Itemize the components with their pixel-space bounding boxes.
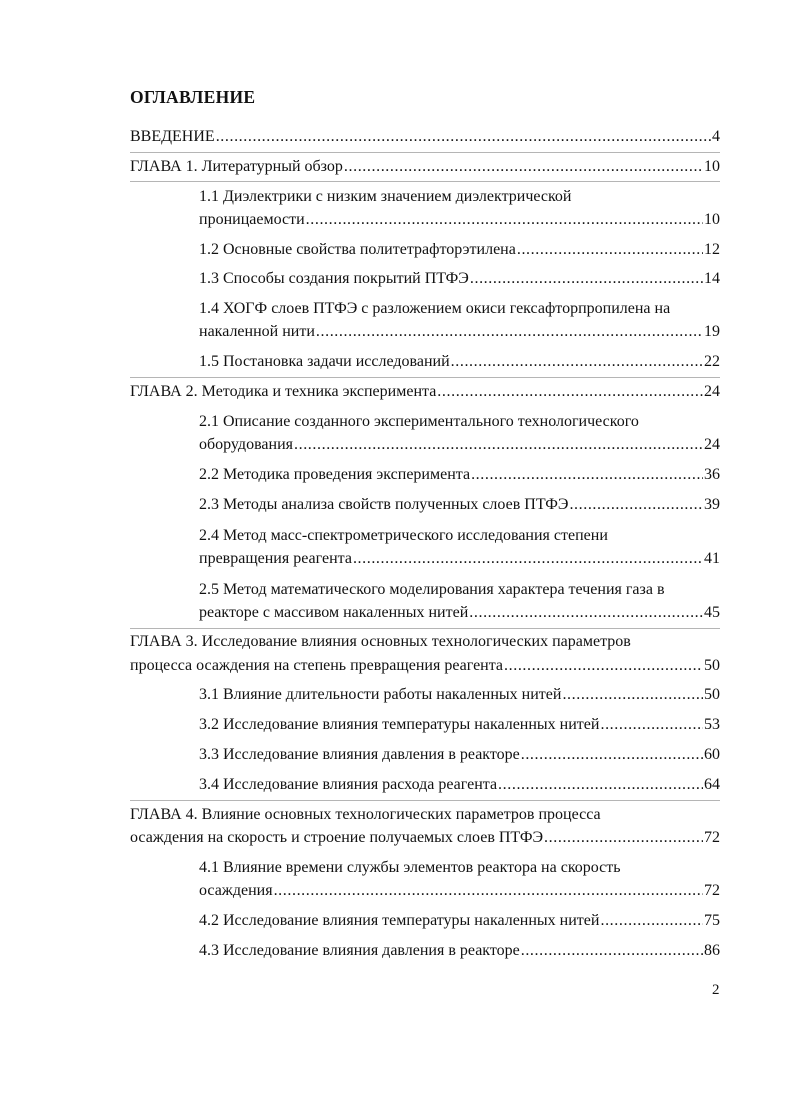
dot-leader [521, 941, 703, 961]
toc-entry-label: ГЛАВА 2. Методика и техника эксперимента [130, 383, 437, 400]
dot-leader [521, 745, 703, 765]
toc-entry-3-2[interactable] [199, 715, 720, 735]
divider [130, 181, 720, 182]
toc-entry-2-2[interactable] [199, 465, 720, 485]
toc-entry-label: 1.4 ХОГФ слоев ПТФЭ с разложением окиси гексафторпропилена на [199, 300, 671, 317]
toc-page-number: 50 [704, 686, 720, 703]
dot-leader [470, 269, 703, 289]
toc-entry-label: 2.3 Методы анализа свойств полученных слоев ПТФЭ [199, 496, 569, 513]
toc-entry-label: ГЛАВА 1. Литературный обзор [130, 158, 343, 175]
toc-entry-label: 2.5 Метод математического моделирования характера течения газа в [199, 581, 665, 598]
toc-entry-1-2[interactable] [199, 240, 720, 260]
toc-entry-chapter-4[interactable] [130, 828, 720, 848]
dot-leader [544, 828, 703, 848]
toc-entry-label: 1.2 Основные свойства политетрафторэтилена [199, 241, 516, 258]
dot-leader [562, 685, 703, 705]
toc-page-number: 19 [704, 323, 720, 340]
toc-page-number: 64 [704, 776, 720, 793]
toc-entry-label: 3.3 Исследование влияния давления в реакторе [199, 746, 520, 763]
toc-page-number: 24 [704, 383, 720, 400]
dot-leader [353, 549, 703, 569]
toc-entry-1-5[interactable] [199, 352, 720, 372]
toc-entry-3-4[interactable] [199, 775, 720, 795]
toc-page-number: 41 [704, 550, 720, 567]
toc-page-number: 86 [704, 942, 720, 959]
toc-page-number: 22 [704, 353, 720, 370]
toc-page-number: 4 [712, 128, 720, 145]
dot-leader [600, 715, 703, 735]
toc-entry-4-2[interactable] [199, 911, 720, 931]
toc-page-number: 72 [704, 882, 720, 899]
dot-leader [294, 435, 703, 455]
toc-entry-2-4[interactable] [199, 549, 720, 569]
toc-entry-chapter-1[interactable] [130, 157, 720, 177]
toc-entry-label: осаждения [199, 882, 273, 899]
divider [130, 152, 720, 153]
toc-entry-label: 1.1 Диэлектрики с низким значением диэлектрической [199, 188, 572, 205]
toc-entry-1-4[interactable] [199, 322, 720, 342]
toc-page-number: 72 [704, 829, 720, 846]
dot-leader [569, 495, 703, 515]
toc-entry-label: накаленной нити [199, 323, 315, 340]
dot-leader [316, 322, 703, 342]
toc-page-number: 39 [704, 496, 720, 513]
toc-page-number: 24 [704, 436, 720, 453]
toc-entry-label: 3.2 Исследование влияния температуры накаленных нитей [199, 716, 600, 733]
toc-entry-label: 2.1 Описание созданного экспериментального технологического [199, 413, 639, 430]
toc-entry-1-3[interactable] [199, 269, 720, 289]
toc-page-number: 53 [704, 716, 720, 733]
dot-leader [344, 157, 703, 177]
toc-page-number: 45 [704, 604, 720, 621]
page-number: 2 [712, 982, 720, 998]
toc-page-number: 50 [704, 657, 720, 674]
toc-page-number: 10 [704, 211, 720, 228]
dot-leader [216, 127, 711, 147]
toc-entry-3-3[interactable] [199, 745, 720, 765]
toc-entry-label: ГЛАВА 4. Влияние основных технологических параметров процесса [130, 806, 601, 823]
toc-entry-label: 3.4 Исследование влияния расхода реагента [199, 776, 498, 793]
dot-leader [498, 775, 703, 795]
page-title: ОГЛАВЛЕНИЕ [130, 87, 256, 107]
divider [130, 800, 720, 801]
dot-leader [306, 210, 703, 230]
toc-entry-label: превращения реагента [199, 550, 352, 567]
toc-entry-chapter-3[interactable] [130, 656, 720, 676]
toc-entry-label: 4.3 Исследование влияния давления в реакторе [199, 942, 520, 959]
toc-entry-label: оборудования [199, 436, 293, 453]
toc-entry-2-5[interactable] [199, 603, 720, 623]
dot-leader [471, 465, 703, 485]
toc-entry-label: ГЛАВА 3. Исследование влияния основных технологических параметров [130, 633, 631, 650]
toc-entry-2-3[interactable] [199, 495, 720, 515]
toc-entry-label: ВВЕДЕНИЕ [130, 128, 215, 145]
toc-entry-label: 2.4 Метод масс-спектрометрического исследования степени [199, 527, 608, 544]
toc-entry-3-1[interactable] [199, 685, 720, 705]
toc-entry-label: 1.3 Способы создания покрытий ПТФЭ [199, 270, 469, 287]
toc-page-number: 75 [704, 912, 720, 929]
toc-entry-label: 1.5 Постановка задачи исследований [199, 353, 450, 370]
toc-entry-2-1[interactable] [199, 435, 720, 455]
toc-entry-4-3[interactable] [199, 941, 720, 961]
toc-entry-label: 4.2 Исследование влияния температуры накаленных нитей [199, 912, 600, 929]
toc-entry-label: реакторе с массивом накаленных нитей [199, 604, 469, 621]
dot-leader [504, 656, 703, 676]
toc-entry-label: процесса осаждения на степень превращения реагента [130, 657, 504, 674]
toc-entry-label: осаждения на скорость и строение получаемых слоев ПТФЭ [130, 829, 544, 846]
divider [130, 628, 720, 629]
toc-entry-label: проницаемости [199, 211, 305, 228]
divider [130, 377, 720, 378]
toc-entry-intro[interactable] [130, 127, 720, 147]
toc-entry-chapter-2[interactable] [130, 382, 720, 402]
toc-page-number: 10 [704, 158, 720, 175]
dot-leader [437, 382, 703, 402]
dot-leader [451, 352, 703, 372]
toc-entry-4-1[interactable] [199, 881, 720, 901]
toc-entry-label: 2.2 Методика проведения эксперимента [199, 466, 471, 483]
toc-page-number: 60 [704, 746, 720, 763]
toc-page-number: 14 [704, 270, 720, 287]
dot-leader [517, 240, 703, 260]
toc-entry-1-1[interactable] [199, 210, 720, 230]
toc-entry-label: 3.1 Влияние длительности работы накаленных нитей [199, 686, 562, 703]
dot-leader [469, 603, 703, 623]
dot-leader [600, 911, 703, 931]
toc-page-number: 36 [704, 466, 720, 483]
toc-page-number: 12 [704, 241, 720, 258]
dot-leader [274, 881, 703, 901]
toc-entry-label: 4.1 Влияние времени службы элементов реактора на скорость [199, 859, 621, 876]
